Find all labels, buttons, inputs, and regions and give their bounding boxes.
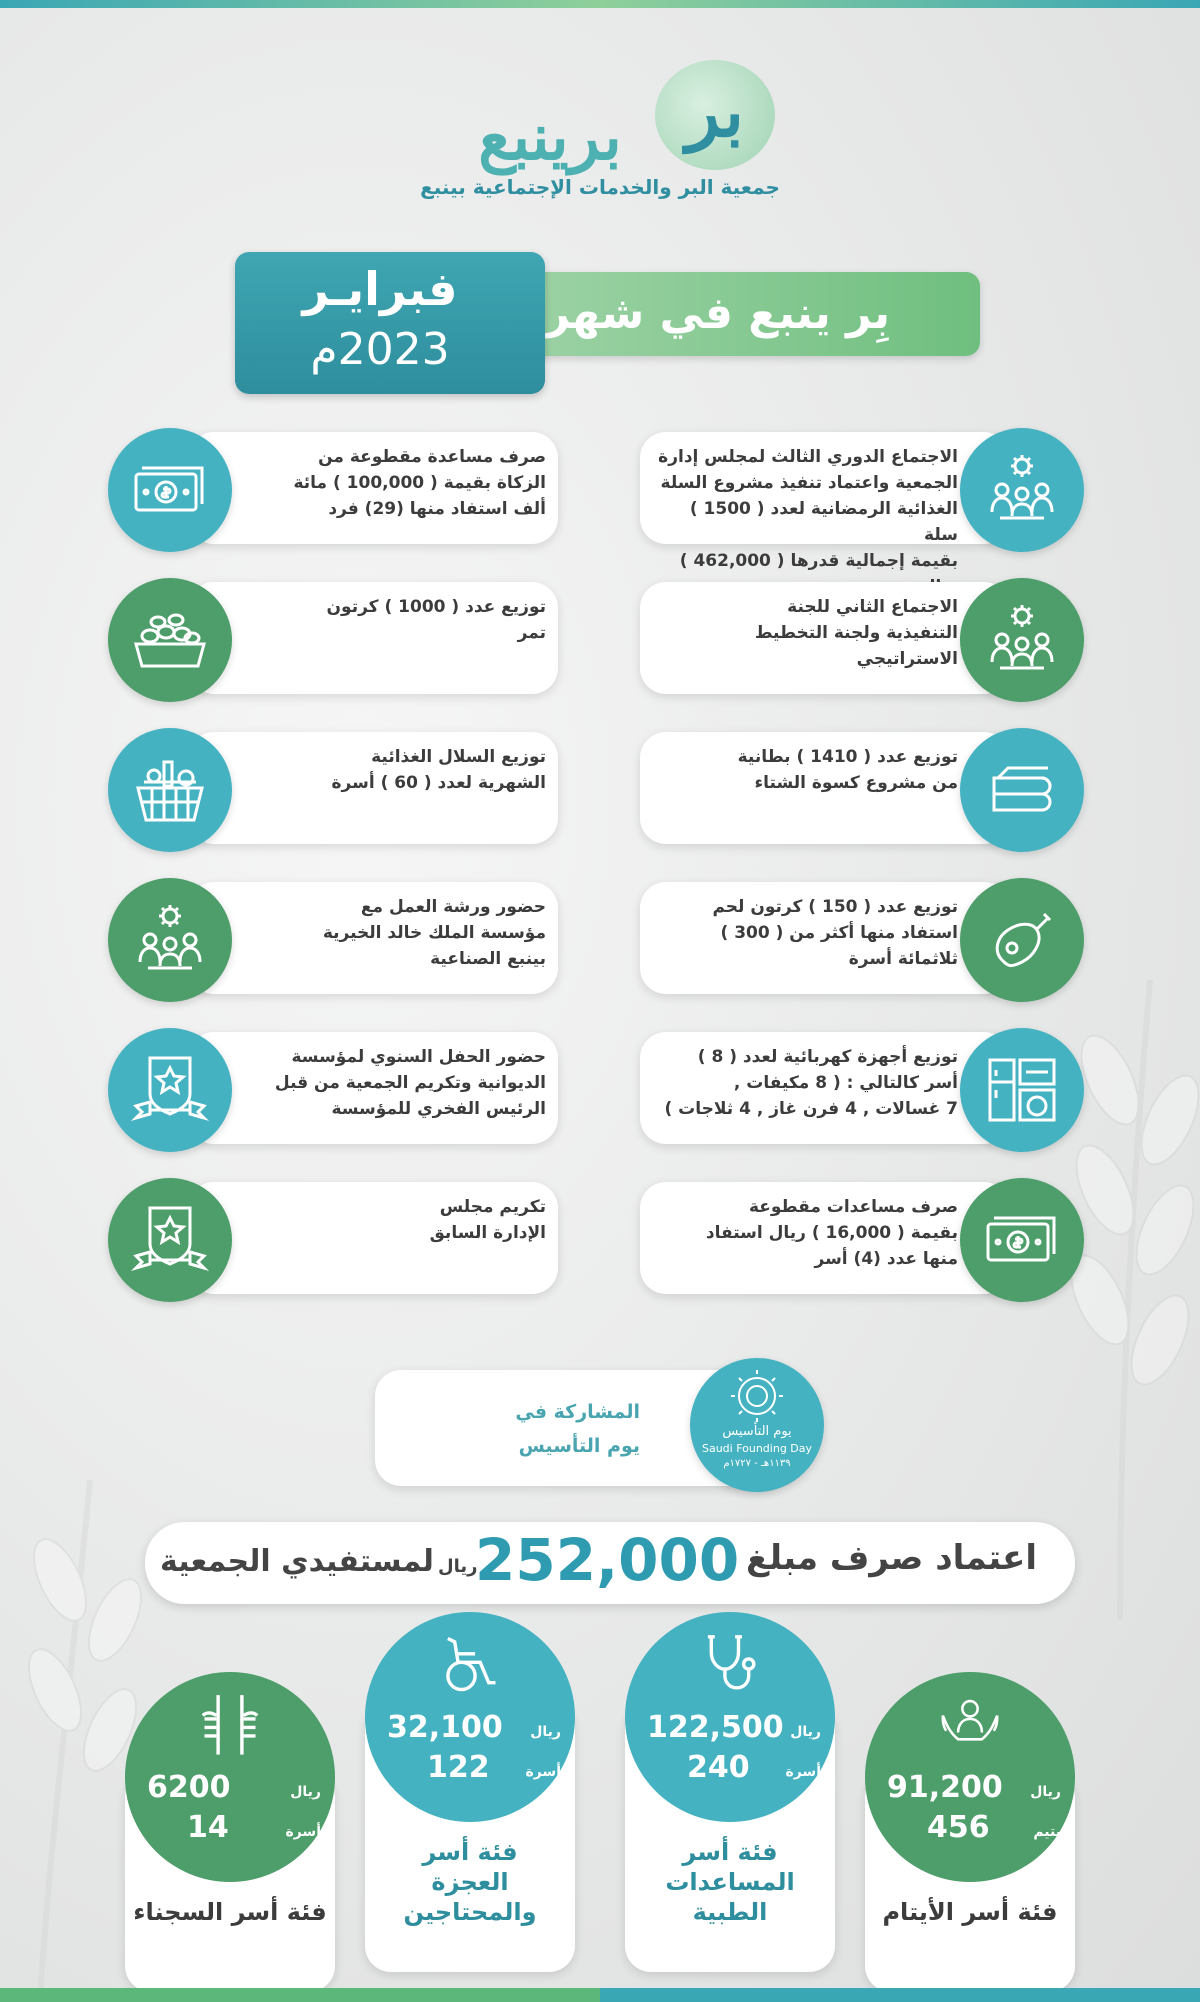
activity-text: الاجتماع الدوري الثالث لمجلس إدارة الجمعية واعتماد تنفيذ مشروع السلة الغذائية الرمضانية لعدد ( 1500 ) سلة بقيمة إجمالية قدرها ( 462,000 ): [658, 447, 958, 571]
total-amount: 252,000: [475, 1526, 740, 1594]
header-year: 2023م: [310, 324, 450, 375]
total-currency: ريال: [438, 1556, 478, 1577]
orphan-care-icon: [936, 1690, 1004, 1758]
activity-card-right: [640, 1032, 1090, 1144]
activity-text: صرف مساعدات مقطوعة بقيمة ( 16,000 ) ريال استفاد منها عدد (4) أسر: [705, 1197, 958, 1269]
dates-icon: [108, 578, 232, 702]
total-suffix: لمستفيدي الجمعية: [160, 1544, 434, 1579]
founding-day-icon: [690, 1358, 824, 1492]
category-count-unit: أسرة: [785, 1764, 821, 1780]
total-prefix: اعتماد صرف مبلغ: [746, 1538, 1037, 1578]
category-count: 14: [187, 1810, 229, 1845]
logo: [400, 40, 800, 210]
category-label: فئة أسر العجزة والمحتاجين: [403, 1838, 537, 1926]
category-count: 456: [927, 1810, 990, 1845]
activity-card-left: [108, 1032, 558, 1144]
category-count: 240: [687, 1750, 750, 1785]
activity-text: توزيع أجهزة كهربائية لعدد ( 8 ) أسر كالتالي : ( 8 مكيفات , 7 غسالات , 4 فرن غاز , 4 ثلاجات ): [664, 1047, 958, 1119]
header-title-banner: [500, 272, 980, 356]
appliances-icon: [960, 1028, 1084, 1152]
category-amount: 32,100: [387, 1710, 503, 1745]
header-month: فبرايـر: [302, 262, 458, 316]
activity-card-left: [108, 882, 558, 994]
founding-logo-date: ١١٣٩هـ - ١٧٢٧م: [723, 1458, 791, 1469]
activity-card-right: [640, 432, 1090, 571]
category-amount-unit: ريال: [530, 1724, 561, 1740]
activity-text: توزيع عدد ( 1410 ) بطانية من مشروع كسوة الشتاء: [737, 747, 958, 793]
meeting-icon: [960, 428, 1084, 552]
activity-card-right: [640, 582, 1090, 694]
category-amount: 91,200: [887, 1770, 1003, 1805]
activity-text: توزيع عدد ( 150 ) كرتون لحم استفاد منها أكثر من ( 300 ) ثلاثمائة أسرة: [712, 897, 958, 969]
top-accent-bar: [0, 0, 1200, 8]
money-icon: [960, 1178, 1084, 1302]
meeting-icon: [108, 878, 232, 1002]
category-amount: 6200: [147, 1770, 231, 1805]
founding-logo-en: Saudi Founding Day: [701, 1442, 813, 1455]
activity-card-right: [640, 1182, 1090, 1294]
header-title: بِر ينبع في شهر: [544, 288, 890, 339]
category-count-unit: يتيم: [1033, 1824, 1061, 1840]
category-label: فئة أسر السجناء: [133, 1898, 327, 1926]
activity-card-right: [640, 882, 1090, 994]
award-shield-icon: [108, 1028, 232, 1152]
category-label: فئة أسر المساعدات الطبية: [665, 1838, 795, 1926]
bottom-accent-bar: [0, 1988, 1200, 2002]
meeting-icon: [960, 578, 1084, 702]
category-amount-unit: ريال: [1030, 1784, 1061, 1800]
stethoscope-icon: [696, 1630, 764, 1698]
money-icon: [108, 428, 232, 552]
founding-text: المشاركة في يوم التأسيس: [515, 1401, 640, 1457]
logo-mark: بر: [655, 60, 775, 170]
award-shield-icon: [108, 1178, 232, 1302]
prison-bars-icon: [196, 1690, 264, 1758]
header-date-banner: [235, 252, 545, 394]
activity-card-left: [108, 732, 558, 844]
wheelchair-icon: [436, 1630, 504, 1698]
food-basket-icon: [108, 728, 232, 852]
activity-card-right: [640, 732, 1090, 844]
category-count-unit: أسرة: [285, 1824, 321, 1840]
category-count: 122: [427, 1750, 490, 1785]
activity-text: حضور الحفل السنوي لمؤسسة الديوانية وتكريم الجمعية من قبل الرئيس الفخري للمؤسسة: [274, 1047, 546, 1119]
activity-text: تكريم مجلس الإدارة السابق: [429, 1197, 546, 1243]
founding-logo-ar: يوم التأسيس: [722, 1424, 792, 1439]
activity-text: الاجتماع الثاني للجنة التنفيذية ولجنة التخطيط الاستراتيجي: [754, 597, 958, 669]
activity-text: توزيع عدد ( 1000 ) كرتون تمر: [326, 597, 546, 643]
activity-text: صرف مساعدة مقطوعة من الزكاة بقيمة ( 100,000 ) مائة ألف استفاد منها (29) فرد: [293, 447, 546, 519]
logo-wordmark: برينبع: [478, 100, 622, 175]
activity-text: توزيع السلال الغذائية الشهرية لعدد ( 60 ) أسرة: [331, 747, 546, 793]
activity-card-left: [108, 432, 558, 544]
activity-card-left: [108, 582, 558, 694]
logo-subtitle: جمعية البر والخدمات الإجتماعية بينبع: [420, 175, 780, 199]
blankets-icon: [960, 728, 1084, 852]
category-label: فئة أسر الأيتام: [882, 1898, 1058, 1926]
category-amount: 122,500: [647, 1710, 784, 1745]
category-amount-unit: ريال: [290, 1784, 321, 1800]
activity-card-left: [108, 1182, 558, 1294]
meat-icon: [960, 878, 1084, 1002]
total-banner: [145, 1522, 1075, 1604]
activity-text: حضور ورشة العمل مع مؤسسة الملك خالد الخيرية بينبع الصناعية: [322, 897, 546, 969]
category-amount-unit: ريال: [790, 1724, 821, 1740]
category-count-unit: أسرة: [525, 1764, 561, 1780]
